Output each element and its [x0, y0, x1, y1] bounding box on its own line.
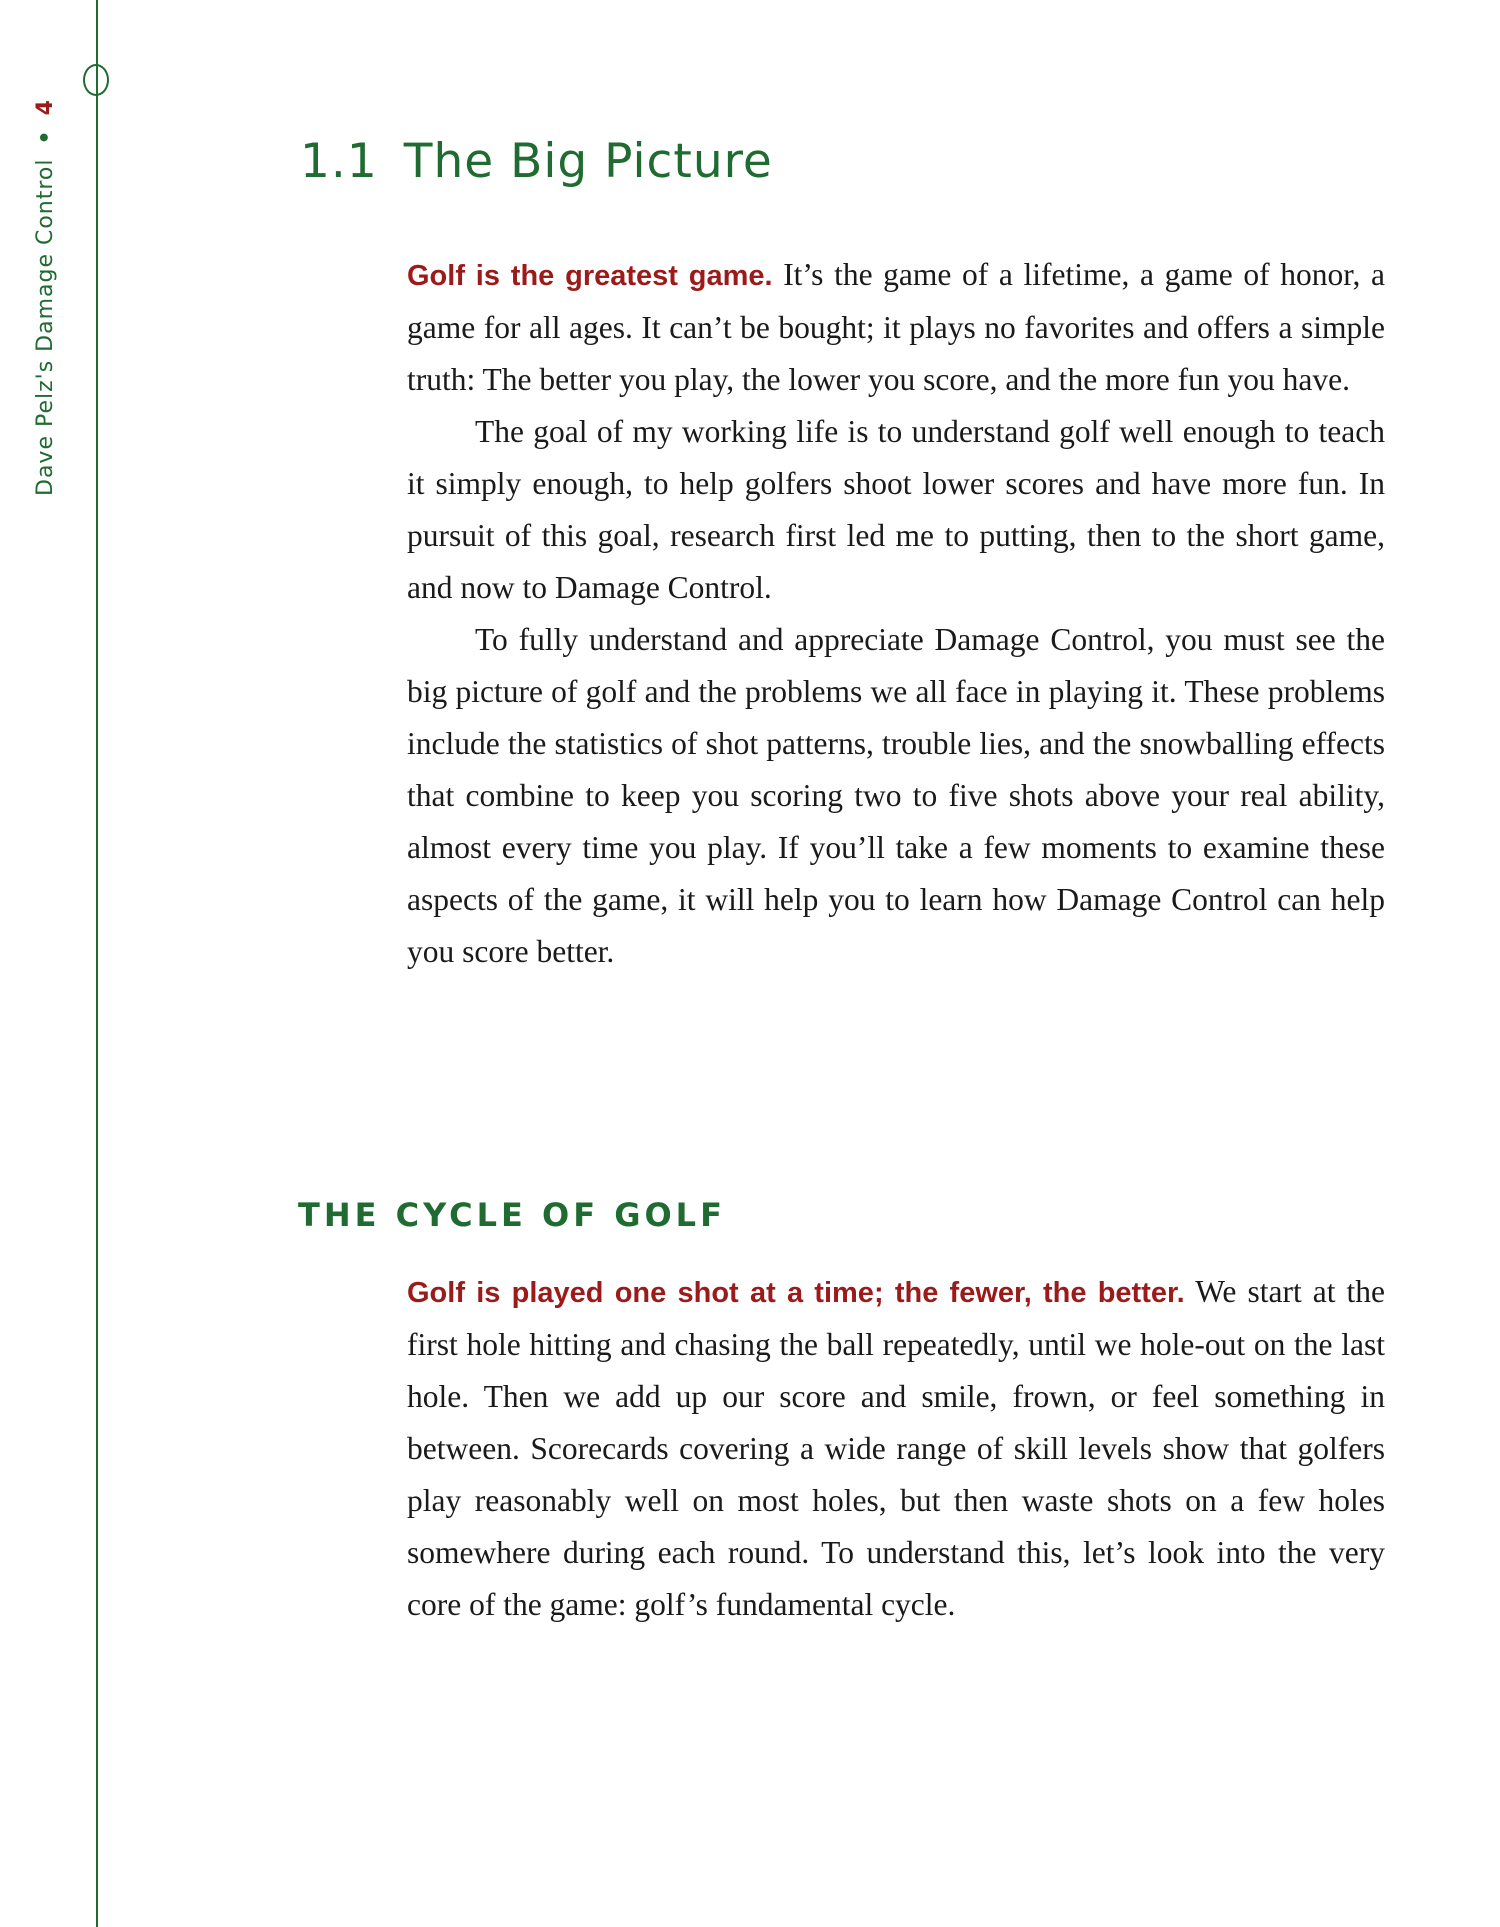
- paragraph-text: We start at the first hole hitting and chasing the ball repeatedly, until we hole-out on the last hole. Then we add up our score and smile, frown, or feel something in between. Scorecards covering a wide range of skill levels show that golfers play reasonably well on most holes, but then waste shots on a few holes somewhere during each round. To understand this, let’s look into the very core of the game: golf’s fundamental cycle.: [407, 1274, 1385, 1622]
- subsection-heading: THE CYCLE OF GOLF: [298, 1196, 726, 1234]
- margin-rule: [96, 0, 98, 1927]
- paragraph-2: The goal of my working life is to understand golf well enough to teach it simply enough, to help golfers shoot lower scores and have more fun. In pursuit of this goal, research first led me to putting, then to the short game, and now to Damage Control.: [407, 414, 1385, 605]
- section-body: [407, 249, 1385, 978]
- running-head-title: Dave Pelz's Damage Control: [32, 158, 58, 496]
- margin-circle-ornament: [83, 64, 109, 96]
- section-number: 1.1: [300, 134, 378, 189]
- paragraph-lead: Golf is played one shot at a time; the fewer, the better.: [407, 1277, 1185, 1309]
- paragraph-1: [407, 249, 1385, 406]
- paragraph-lead: Golf is the greatest game.: [407, 260, 773, 292]
- page-number: 4: [32, 99, 58, 116]
- paragraph-3: To fully understand and appreciate Damage Control, you must see the big picture of golf and the problems we all face in playing it. These problems include the statistics of shot patterns, trouble lies, and the snowballing effects that combine to keep you scoring two to five shots above your real ability, almost every time you play. If you’ll take a few moments to examine these aspects of the game, it will help you to learn how Damage Control can help you score better.: [407, 622, 1385, 969]
- running-head-separator: •: [32, 129, 58, 145]
- subsection-body: [407, 1266, 1385, 1631]
- section-title: [300, 134, 773, 189]
- section-title-text: The Big Picture: [403, 134, 773, 189]
- paragraph-4: [407, 1266, 1385, 1631]
- paragraph-text: It’s the game of a lifetime, a game of honor, a game for all ages. It can’t be bought; it plays no favorites and offers a simple truth: The better you play, the lower you score, and the more fun you have.: [407, 257, 1385, 397]
- running-head: [22, 26, 68, 496]
